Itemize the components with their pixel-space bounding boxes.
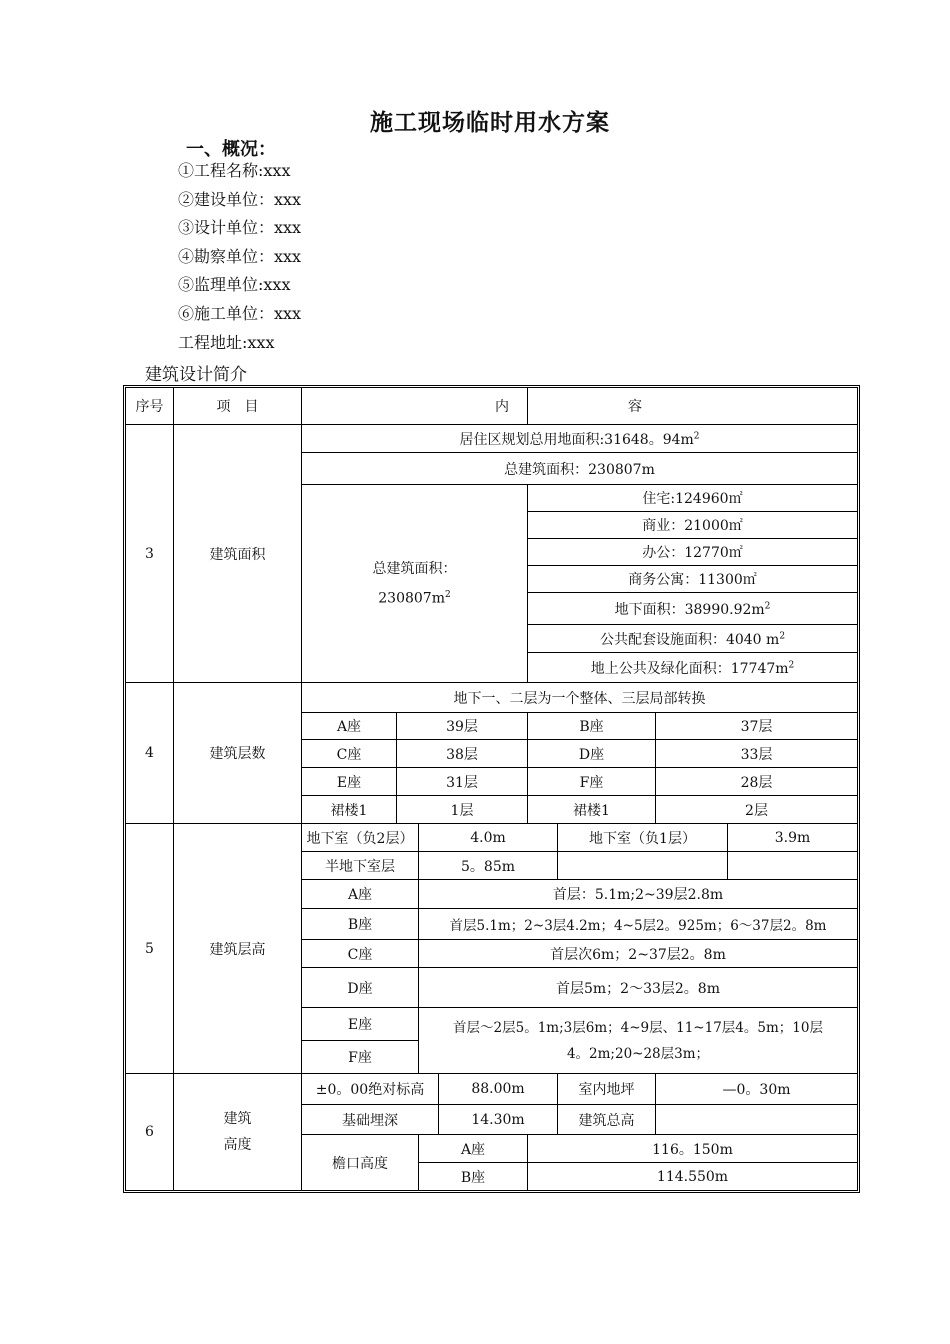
section-no: 3 [126,425,174,683]
tower-name: B座 [528,713,656,740]
tower-name: B座 [302,909,419,940]
project-name: ①工程名称:xxx [178,161,291,180]
header-no: 序号 [126,388,174,425]
total-area-cell: 总建筑面积：230807m [302,453,858,485]
basement-height: 4.0m [419,824,558,852]
tower-name: B座 [419,1163,528,1191]
floor-count: 33层 [656,740,858,768]
area-detail: 商业：21000㎡ [528,512,858,539]
basement-label: 地下室（负2层） [302,824,419,852]
header-item: 项 目 [174,388,302,425]
tower-name: C座 [302,940,419,968]
tower-name: E座 [302,768,397,796]
section-label: 建筑面积 [174,425,302,683]
page-title: 施工现场临时用水方案 [370,110,610,136]
area-detail: 办公：12770㎡ [528,539,858,566]
project-info-list [178,157,301,357]
survey-unit: ④勘察单位：xxx [178,246,302,266]
tower-heights: 首层：5.1m;2~39层2.8m [419,880,858,909]
height-label: 室内地坪 [558,1074,656,1105]
section-no: 6 [126,1074,174,1191]
tower-heights: 首层5m；2～33层2。8m [419,968,858,1008]
floor-count: 38层 [397,740,528,768]
table-row [126,425,858,453]
empty-cell [728,852,858,880]
tower-name: A座 [302,713,397,740]
tower-heights: 首层5.1m；2~3层4.2m；4~5层2。925m；6～37层2。8m [419,909,858,940]
merged-total-area-cell: 总建筑面积： $230807m^2$ [302,485,528,683]
eave-height-value: 116。150m [528,1135,858,1163]
site-area-cell: 居住区规划总用地面积:31648。$94m^2$ [302,425,858,453]
tower-heights-ef: 首层～2层5。1m;3层6m；4~9层、11~17层4。5m；10层 4。2m;20~28层3m； [419,1008,858,1074]
tower-heights: 首层次6m；2~37层2。8m [419,940,858,968]
design-unit: ③设计单位：xxx [178,218,302,238]
height-label: 建筑总高 [558,1105,656,1135]
basement-label: 地下室（负1层） [558,824,728,852]
floor-count: 2层 [656,796,858,824]
height-value: 88.00m [439,1074,558,1105]
tower-name: F座 [528,768,656,796]
semi-basement-label: 半地下室层 [302,852,419,880]
section-no: 5 [126,824,174,1074]
section-heading: 一、概况： [186,139,276,160]
floor-count: 31层 [397,768,528,796]
floors-note: 地下一、二层为一个整体、三层局部转换 [302,683,858,713]
design-summary-title: 建筑设计简介 [145,365,247,385]
table-header-row [126,388,858,425]
tower-name: C座 [302,740,397,768]
height-value: 14.30m [439,1105,558,1135]
tower-name: F座 [302,1041,419,1074]
basement-height: 3.9m [728,824,858,852]
area-detail: 地下面积：$38990.92m^2$ [528,593,858,625]
height-value: —0。30m [656,1074,858,1105]
tower-name: A座 [419,1135,528,1163]
eave-height-value: 114.550m [528,1163,858,1191]
table-row [126,824,858,852]
section-label: 建筑层数 [174,683,302,824]
table-row [126,1074,858,1105]
height-value [656,1105,858,1135]
section-label: 建筑 高度 [174,1074,302,1191]
floor-count: 39层 [397,713,528,740]
height-label: ±0。00绝对标高 [302,1074,439,1105]
header-content-right: 容 [528,388,858,425]
supervision-unit: ⑤监理单位:xxx [178,275,291,295]
tower-name: D座 [528,740,656,768]
table-row [126,683,858,713]
area-detail: 公共配套设施面积：4040 $m^2$ [528,625,858,653]
floor-count: 28层 [656,768,858,796]
area-detail: 地上公共及绿化面积：$17747m^2$ [528,653,858,683]
area-detail: 住宅:124960㎡ [528,485,858,512]
tower-name: A座 [302,880,419,909]
tower-name: 裙楼1 [528,796,656,824]
area-detail: 商务公寓：11300㎡ [528,566,858,593]
tower-name: 裙楼1 [302,796,397,824]
height-label: 基础埋深 [302,1105,439,1135]
eave-height-label: 檐口高度 [302,1135,419,1191]
header-content-left: 内 [302,388,528,425]
section-label: 建筑层高 [174,824,302,1074]
builder-unit: ⑥施工单位：xxx [178,303,302,323]
project-address: 工程地址:xxx [178,332,275,352]
tower-name: E座 [302,1008,419,1041]
semi-basement-height: 5。85m [419,852,558,880]
empty-cell [558,852,728,880]
design-summary-table [125,387,858,1191]
tower-name: D座 [302,968,419,1008]
floor-count: 1层 [397,796,528,824]
section-no: 4 [126,683,174,824]
floor-count: 37层 [656,713,858,740]
construction-unit: ②建设单位：xxx [178,189,302,209]
